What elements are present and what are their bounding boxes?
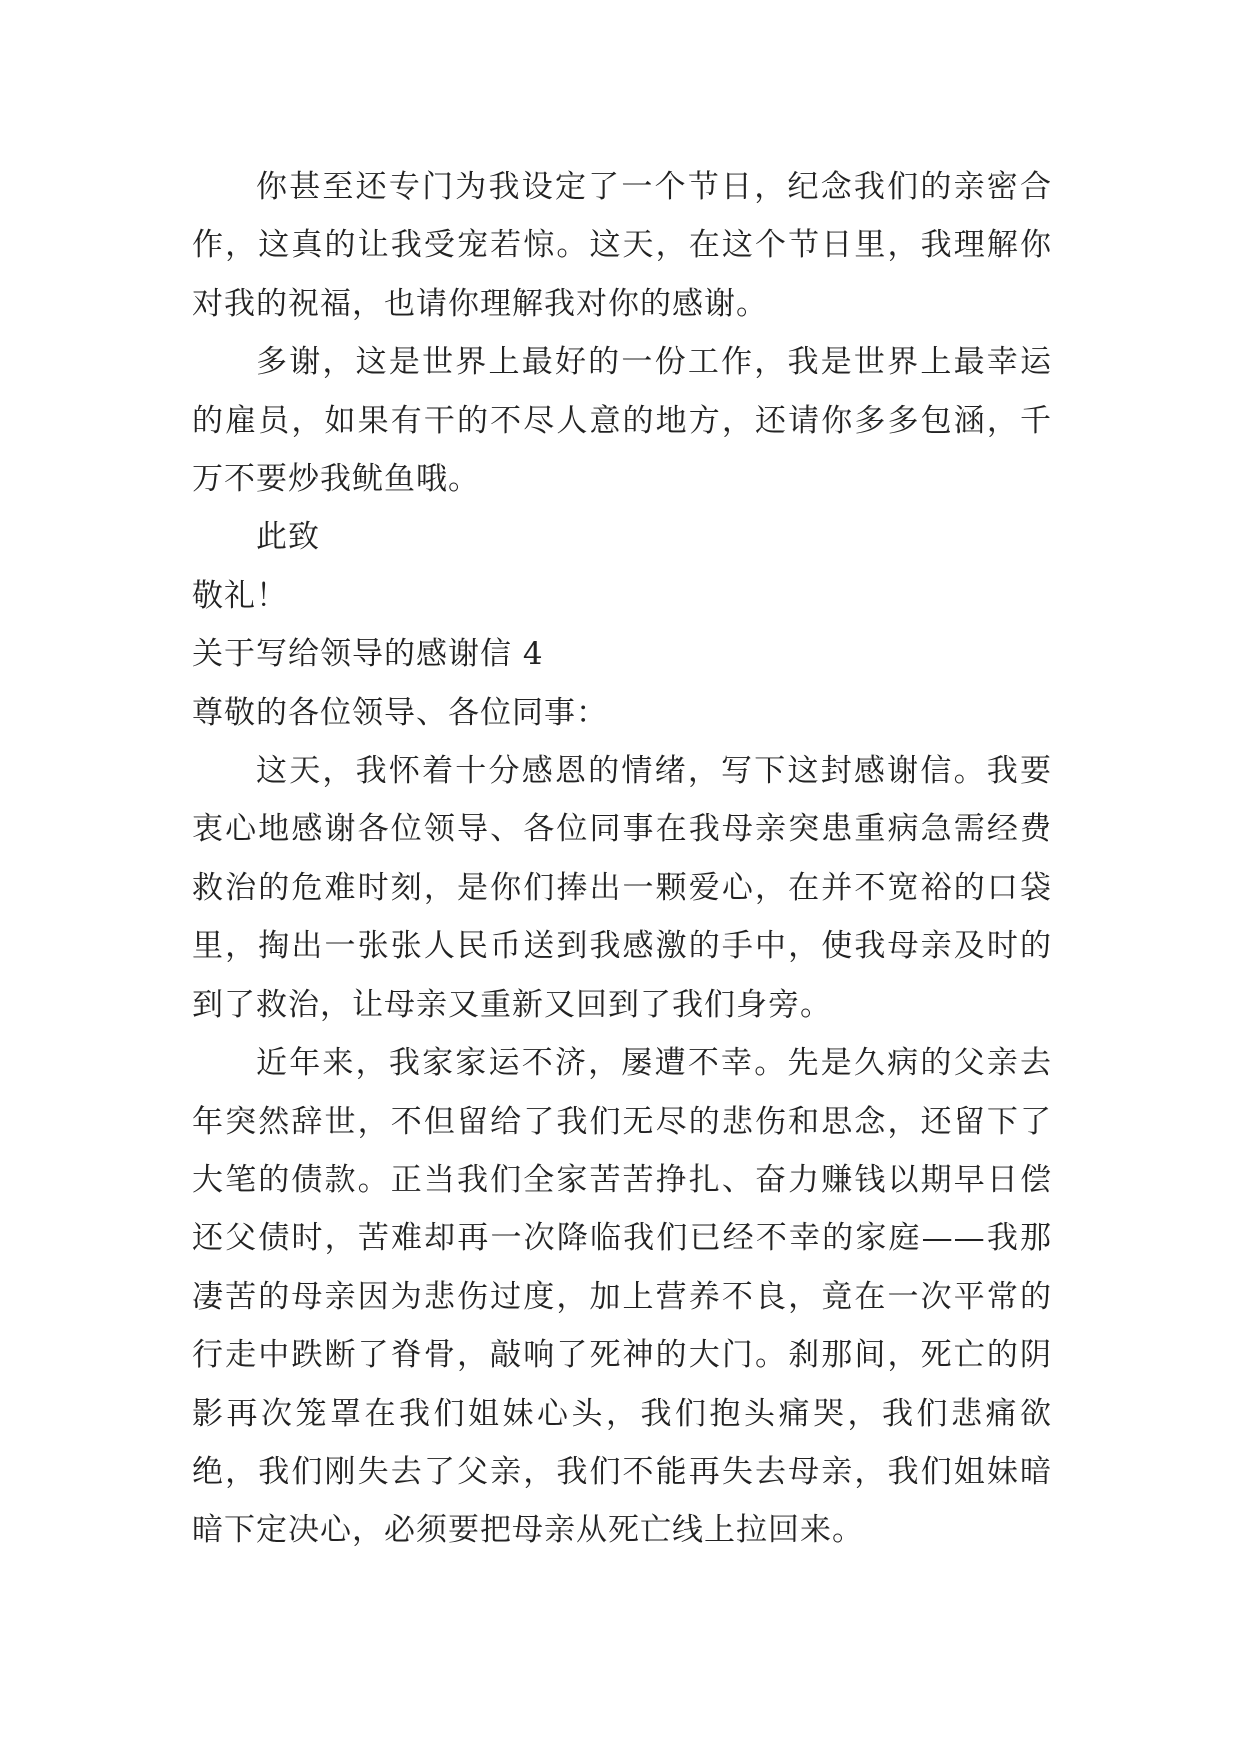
paragraph-thanks-job: 多谢，这是世界上最好的一份工作，我是世界上最幸运的雇员，如果有干的不尽人意的地方，还请你多多包涵，千万不要炒我鱿鱼哦。 <box>192 344 1052 498</box>
paragraph-family-hardship: 近年来，我家家运不济，屡遭不幸。先是久病的父亲去年突然辞世，不但留给了我们无尽的悲伤和思念，还留下了大笔的债款。正当我们全家苦苦挣扎、奋力赚钱以期早日偿还父债时，苦难却再一次降临我们已经不幸的家庭——我那凄苦的母亲因为悲伤过度，加上营养不良，竟在一次平常的行走中跌断了脊骨，敲响了死神的大门。刹那间，死亡的阴影再次笼罩在我们姐妹心头，我们抱头痛哭，我们悲痛欲绝，我们刚失去了父亲，我们不能再失去母亲，我们姐妹暗暗下定决心，必须要把母亲从死亡线上拉回来。 <box>192 1045 1052 1549</box>
letter-title: 关于写给领导的感谢信 4 <box>192 636 544 673</box>
paragraph-festival: 你甚至还专门为我设定了一个节日，纪念我们的亲密合作，这真的让我受宠若惊。这天，在这个节日里，我理解你对我的祝福，也请你理解我对你的感谢。 <box>192 169 1052 322</box>
letter-greeting: 尊敬的各位领导、各位同事： <box>192 694 608 731</box>
document-body <box>192 158 1052 1560</box>
paragraph-gratitude: 这天，我怀着十分感恩的情绪，写下这封感谢信。我要衷心地感谢各位领导、各位同事在我母亲突患重病急需经费救治的危难时刻，是你们捧出一颗爱心，在并不宽裕的口袋里，掏出一张张人民币送到我感激的手中，使我母亲及时的到了救治，让母亲又重新又回到了我们身旁。 <box>192 753 1052 1023</box>
closing-salutation: 此致 <box>256 519 320 556</box>
closing-regards: 敬礼！ <box>192 577 288 614</box>
